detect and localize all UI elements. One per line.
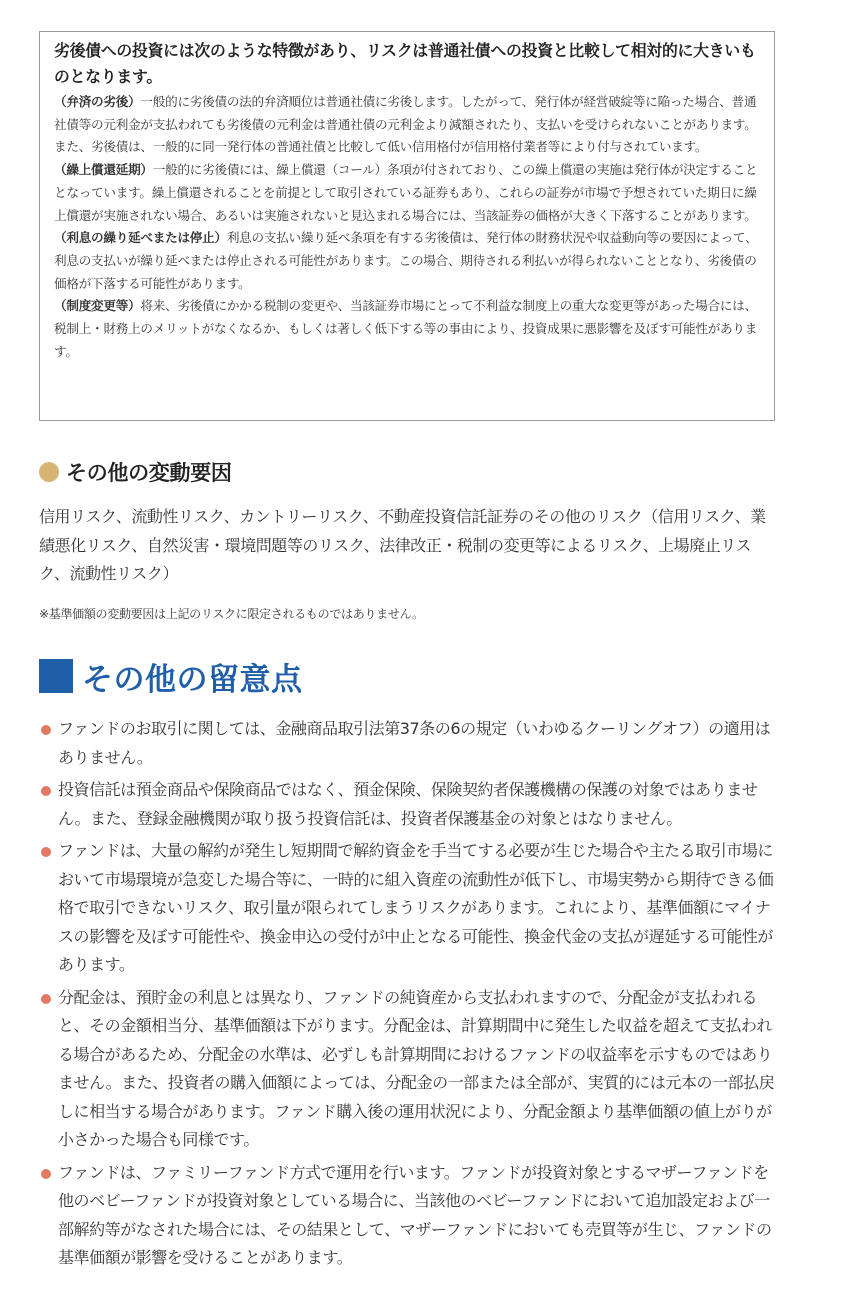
risk-item-label: （制度変更等） bbox=[54, 298, 141, 314]
bullet-dot-icon bbox=[41, 847, 51, 857]
list-item-text: ファンドは、ファミリーファンド方式で運用を行います。ファンドが投資対象とするマザーファンドを他のベビーファンドが投資対象としている場合に、当該他のベビーファンドにおいて追加設定および一部解約等がなされた場合には、その結果として、マザーファンドにおいても売買等が生じ、ファンドの基準価額が影響を受けることがあります。 bbox=[58, 1162, 772, 1267]
other-factors-heading bbox=[39, 456, 232, 488]
other-factors-note: ※基準価額の変動要因は上記のリスクに限定されるものではありません。 bbox=[39, 607, 424, 621]
bullet-dot-icon bbox=[41, 786, 51, 796]
other-factors-text: 信用リスク、流動性リスク、カントリーリスク、不動産投資信託証券のその他のリスク（信用リスク、業績悪化リスク、自然災害・環境問題等のリスク、法律改正・税制の変更等によるリスク、上場廃止リスク、流動性リスク） bbox=[39, 507, 766, 583]
list-item-text: 投資信託は預金商品や保険商品ではなく、預金保険、保険契約者保護機構の保護の対象ではありません。また、登録金融機関が取り扱う投資信託は、投資者保護基金の対象とはなりません。 bbox=[58, 780, 758, 828]
risk-item-label: （弁済の劣後） bbox=[54, 94, 141, 109]
bullet-dot-icon bbox=[41, 725, 51, 735]
risk-item-call-deferral bbox=[54, 159, 762, 227]
other-notes-list bbox=[39, 715, 784, 1277]
other-notes-title: その他の留意点 bbox=[82, 661, 303, 698]
other-notes-heading bbox=[39, 654, 303, 698]
subordinated-bond-risk-box bbox=[39, 31, 775, 421]
other-factors-title: その他の変動要因 bbox=[66, 461, 232, 485]
list-item bbox=[39, 984, 784, 1155]
risk-item-text: 将来、劣後債にかかる税制の変更や、当該証券市場にとって不利益な制度上の重大な変更等があった場合には、税制上・財務上のメリットがなくなるか、もしくは著しく低下する等の事由により、投資成果に悪影響を及ぼす可能性があります。 bbox=[54, 298, 758, 359]
bullet-dot-icon bbox=[41, 994, 51, 1004]
risk-item-text: 利息の支払い繰り延べ条項を有する劣後債は、発行体の財務状況や収益動向等の要因によって、利息の支払いが繰り延べまたは停止される可能性があります。この場合、期待される利払いが得られないこととなり、劣後債の価格が下落する可能性があります。 bbox=[54, 230, 758, 291]
list-item-text: ファンドは、大量の解約が発生し短期間で解約資金を手当てする必要が生じた場合や主たる取引市場において市場環境が急変した場合等に、一時的に組入資産の流動性が低下し、市場実勢から期待できる価格で取引できないリスク、取引量が限られてしまうリスクがあります。これにより、基準価額にマイナスの影響を及ぼす可能性や、換金申込の受付が中止となる可能性、換金代金の支払が遅延する可能性があります。 bbox=[58, 841, 774, 974]
box-heading: 劣後債への投資には次のような特徴があり、リスクは普通社債への投資と比較して相対的に大きいものとなります。 bbox=[54, 41, 756, 86]
risk-item-subordination bbox=[54, 91, 762, 159]
gold-dot-icon bbox=[39, 462, 59, 482]
risk-item-text: 一般的に劣後債には、繰上償還（コール）条項が付されており、この繰上償還の実施は発行体が決定することとなっています。繰上償還されることを前提として取引されている証券もあり、これらの証券が市場で予想されていた期日に繰上償還が実施されない場合、あるいは実施されないと見込まれる場合には、当該証券の価格が大きく下落することがあります。 bbox=[54, 162, 758, 223]
list-item bbox=[39, 715, 784, 772]
risk-item-label: （繰上償還延期） bbox=[54, 162, 153, 178]
list-item-text: ファンドのお取引に関しては、金融商品取引法第37条の6の規定（いわゆるクーリングオフ）の適用はありません。 bbox=[58, 719, 771, 767]
risk-item-regulatory-change bbox=[54, 295, 762, 363]
blue-square-icon bbox=[39, 659, 73, 693]
risk-item-interest-deferral bbox=[54, 227, 762, 295]
risk-item-label: （利息の繰り延べまたは停止） bbox=[54, 230, 227, 246]
risk-item-text: 一般的に劣後債の法的弁済順位は普通社債に劣後します。したがって、発行体が経営破綻等に陥った場合、普通社債等の元利金が支払われても劣後債の元利金は普通社債の元利金より減額されたり、支払いを受けられないことがあります。また、劣後債は、一般的に同一発行体の普通社債と比較して低い信用格付が信用格付業者等により付与されています。 bbox=[54, 94, 757, 155]
list-item-text: 分配金は、預貯金の利息とは異なり、ファンドの純資産から支払われますので、分配金が支払われると、その金額相当分、基準価額は下がります。分配金は、計算期間中に発生した収益を超えて支払われる場合があるため、分配金の水準は、必ずしも計算期間におけるファンドの収益率を示すものではありません。また、投資者の購入価額によっては、分配金の一部または全部が、実質的には元本の一部払戻しに相当する場合があります。ファンド購入後の運用状況により、分配金額より基準価額の値上がりが小さかった場合も同様です。 bbox=[58, 987, 775, 1149]
list-item bbox=[39, 1159, 784, 1273]
list-item bbox=[39, 837, 784, 980]
list-item bbox=[39, 776, 784, 833]
bullet-dot-icon bbox=[41, 1169, 51, 1179]
